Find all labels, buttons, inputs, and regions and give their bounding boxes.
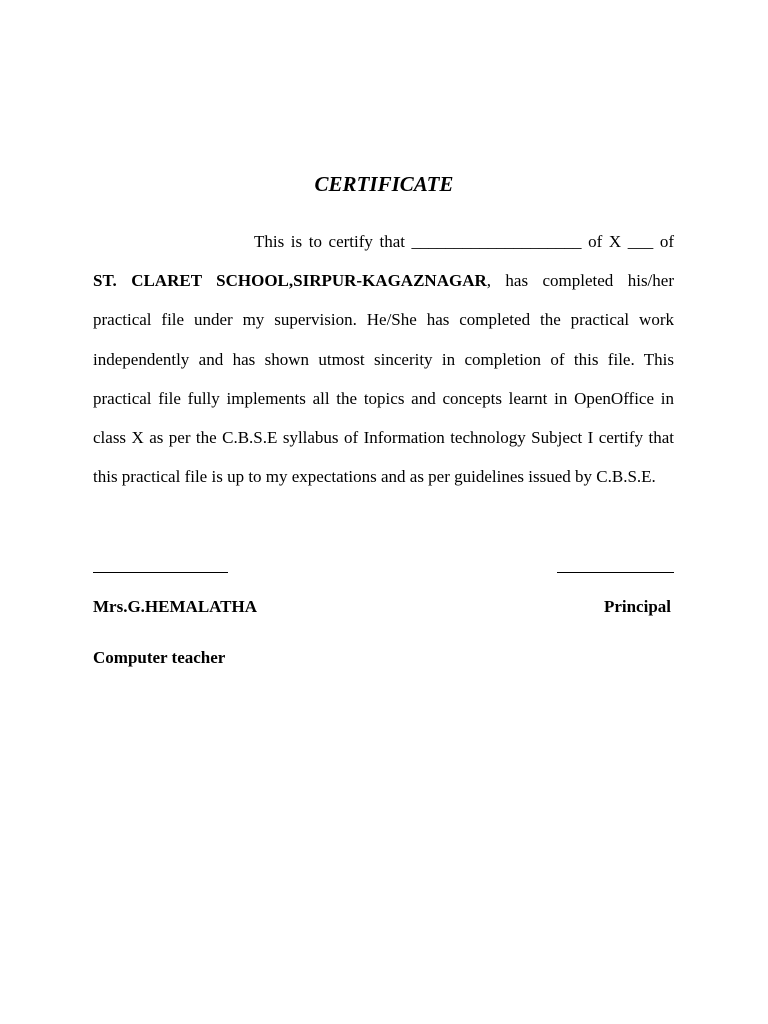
teacher-name: Mrs.G.HEMALATHA	[93, 597, 258, 616]
certificate-paragraph	[93, 222, 674, 496]
certificate-title: CERTIFICATE	[314, 172, 454, 196]
principal-signature-line	[557, 572, 674, 573]
certificate-body-text: , has completed his/her practical file under my supervision. He/She has completed the practical work independently and has shown utmost sincerity in completion of this file. This practical file fully implements all the topics and concepts learnt in OpenOffice in class X as per the C.B.S.E syllabus of Information technology Subject I certify that this practical file is up to my expectations and as per guidelines issued by C.B.S.E.	[93, 271, 674, 487]
teacher-signature-line	[93, 572, 228, 573]
principal-label: Principal	[603, 597, 671, 616]
school-name: ST. CLARET SCHOOL,SIRPUR-KAGAZNAGAR	[93, 271, 487, 291]
teacher-role: Computer teacher	[93, 648, 226, 667]
certificate-body	[93, 222, 674, 496]
certificate-intro: This is to certify that ____________________ of X ___ of	[254, 232, 674, 251]
